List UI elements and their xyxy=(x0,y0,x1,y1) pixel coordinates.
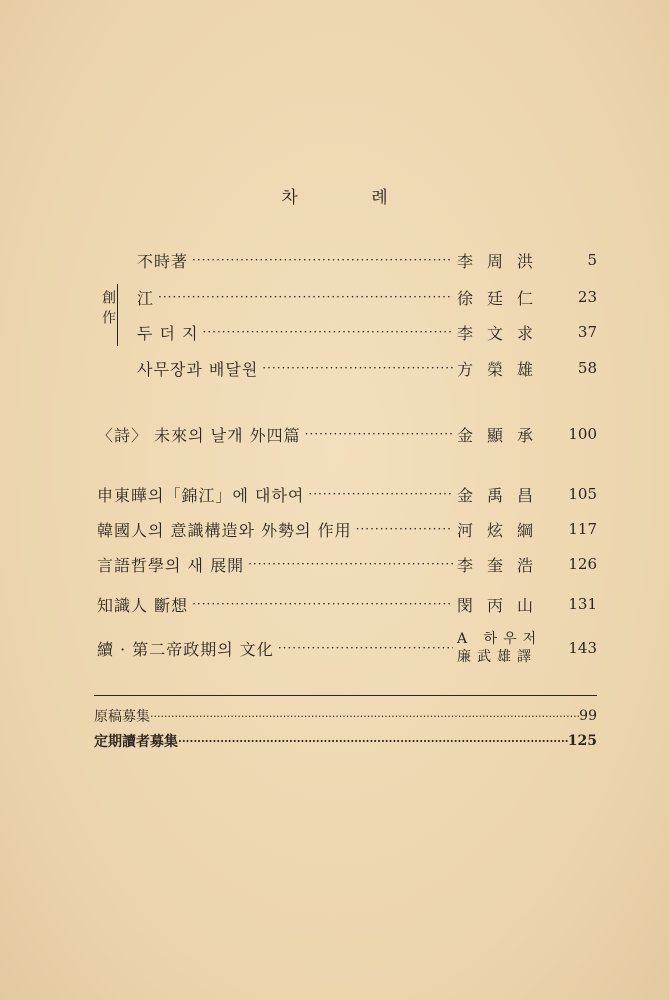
entry-page: 126 xyxy=(568,555,597,573)
notice-title: 原稿募集 xyxy=(94,709,150,725)
page-title: 차 례 xyxy=(281,188,422,208)
notice-title: 定期讀者募集 xyxy=(94,734,178,750)
entry-page: 23 xyxy=(577,288,597,306)
entry-page: 105 xyxy=(568,485,597,503)
entry-title: 사무장과 배달원 xyxy=(137,359,259,379)
entry-page: 58 xyxy=(577,359,597,377)
divider xyxy=(94,695,597,696)
toc-entry[interactable] xyxy=(97,551,597,577)
entry-title: 續 · 第二帝政期의 文化 xyxy=(97,639,274,659)
notice-page: 99 xyxy=(579,708,597,724)
entry-author: 徐廷仁 xyxy=(457,288,548,308)
toc-entry[interactable] xyxy=(137,319,597,345)
entry-author: A 하우저 xyxy=(457,631,543,647)
toc-entry[interactable] xyxy=(97,591,597,617)
entry-author: 李奎浩 xyxy=(457,555,548,575)
leader-dots xyxy=(203,325,453,339)
toc-entry[interactable] xyxy=(137,355,597,381)
entry-author: 李周洪 xyxy=(457,251,548,271)
entry-translator: 廉武雄譯 xyxy=(457,649,537,665)
entry-page: 143 xyxy=(568,639,597,657)
toc-entry[interactable] xyxy=(97,421,597,447)
toc-entry[interactable] xyxy=(97,516,597,542)
leader-dots xyxy=(192,253,453,267)
notice-entry[interactable] xyxy=(94,730,597,752)
entry-title: 申東曄의「錦江」에 대하여 xyxy=(97,485,305,505)
notice-page: 125 xyxy=(567,733,597,749)
entry-title: 言語哲學의 새 展開 xyxy=(97,555,245,575)
entry-author: 方榮雄 xyxy=(457,359,548,379)
entry-page: 131 xyxy=(568,595,597,613)
entry-title: 不時著 xyxy=(137,251,189,271)
creative-section-label: 創作 xyxy=(100,290,116,330)
entry-page: 117 xyxy=(568,520,597,538)
leader-dots xyxy=(150,710,579,723)
entry-title: 韓國人의 意識構造와 外勢의 作用 xyxy=(97,520,352,540)
toc-entry[interactable] xyxy=(137,247,597,273)
leader-dots xyxy=(178,735,568,748)
entry-page: 100 xyxy=(568,425,597,443)
entry-author: 閔丙山 xyxy=(457,595,548,615)
entry-title: 江 xyxy=(137,288,155,308)
entry-title: 知識人 斷想 xyxy=(97,595,189,615)
leader-dots xyxy=(305,427,453,441)
toc-entry[interactable] xyxy=(97,628,597,668)
entry-title: 〈詩〉 未來의 날개 外四篇 xyxy=(97,425,301,445)
leader-dots xyxy=(356,522,453,536)
leader-dots xyxy=(248,557,453,571)
entry-page: 5 xyxy=(587,251,597,269)
entry-page: 37 xyxy=(577,323,597,341)
entry-title: 두 더 지 xyxy=(137,323,199,343)
entry-author: 河炫綱 xyxy=(457,520,548,540)
leader-dots xyxy=(278,641,453,655)
notice-entry[interactable] xyxy=(94,705,597,727)
entry-author: 金禹昌 xyxy=(457,485,548,505)
leader-dots xyxy=(308,487,453,501)
leader-dots xyxy=(158,290,453,304)
toc-entry[interactable] xyxy=(97,481,597,507)
toc-entry[interactable] xyxy=(137,284,597,310)
leader-dots xyxy=(262,361,453,375)
entry-author: 金顯承 xyxy=(457,425,548,445)
entry-author: 李文求 xyxy=(457,323,548,343)
leader-dots xyxy=(192,597,453,611)
entry-author-block xyxy=(457,630,557,666)
